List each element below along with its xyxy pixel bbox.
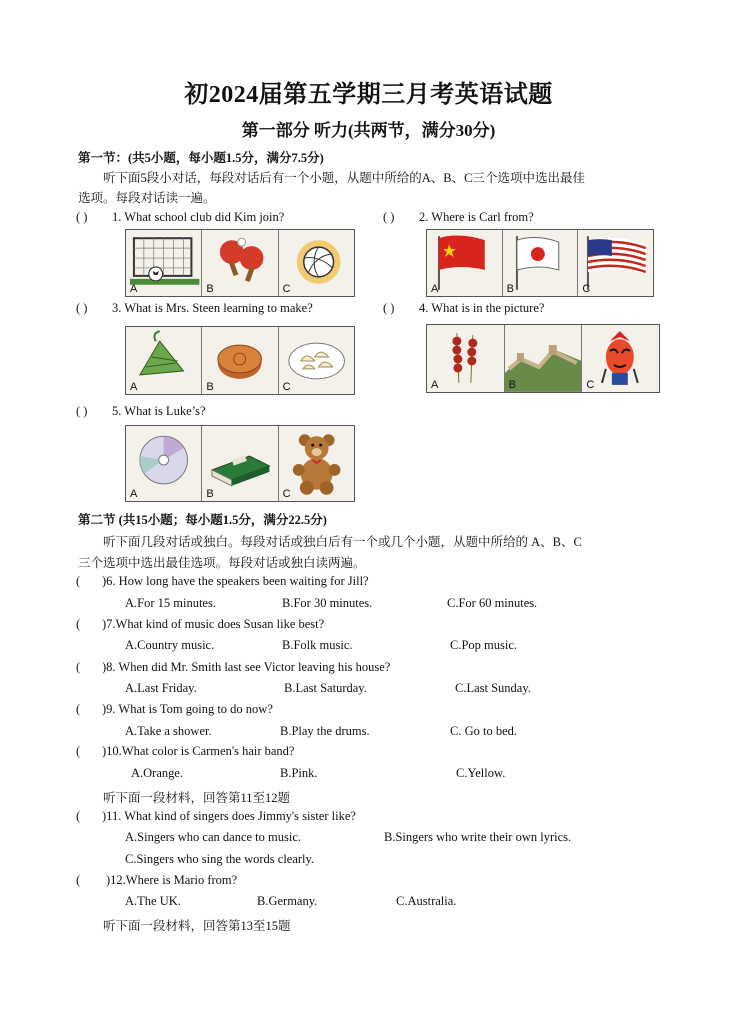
option-a[interactable]: A.For 15 minutes. — [125, 596, 216, 610]
question-2-pictures — [426, 229, 654, 297]
candied-haws-icon — [427, 325, 504, 392]
question-3: 3. What is Mrs. Steen learning to make? — [112, 301, 313, 315]
answer-blank[interactable]: ( — [76, 574, 99, 588]
question-6: )6. How long have the speakers been waiting for Jill? — [102, 574, 369, 588]
option-a-picture[interactable] — [126, 327, 202, 394]
answer-blank[interactable]: ( — [76, 660, 99, 674]
answer-blank[interactable]: ( — [76, 873, 103, 887]
section-two-instruction-cont: 三个选项中选出最佳选项。每段对话或独白读两遍。 — [78, 556, 366, 570]
option-a[interactable]: A.Take a shower. — [125, 724, 212, 738]
option-label: C — [582, 283, 591, 295]
option-c[interactable]: C.Singers who sing the words clearly. — [125, 852, 315, 866]
option-label: C — [282, 488, 291, 500]
option-c[interactable]: C.Last Sunday. — [455, 681, 531, 695]
option-b[interactable]: B.Pink. — [280, 766, 318, 780]
question-1-pictures — [125, 229, 355, 297]
answer-blank[interactable]: ( ) — [76, 404, 88, 418]
option-b[interactable]: B.Play the drums. — [280, 724, 370, 738]
option-c[interactable]: C.For 60 minutes. — [447, 596, 538, 610]
option-a[interactable]: A.The UK. — [125, 894, 181, 908]
option-b[interactable]: B.Last Saturday. — [284, 681, 367, 695]
option-a-picture[interactable] — [427, 230, 503, 296]
answer-blank[interactable]: ( ) — [76, 301, 88, 315]
listening-instruction-13-15: 听下面一段材料，回答第13至15题 — [103, 919, 291, 933]
option-b[interactable]: B.Singers who write their own lyrics. — [384, 830, 572, 844]
section-one-instruction-cont: 选项。每段对话读一遍。 — [78, 191, 216, 205]
question-5-pictures — [125, 425, 355, 502]
option-b[interactable]: B.For 30 minutes. — [282, 596, 373, 610]
question-9: )9. What is Tom going to do now? — [102, 702, 273, 716]
option-c[interactable]: C.Pop music. — [450, 638, 518, 652]
question-11: )11. What kind of singers does Jimmy's sister like? — [102, 809, 356, 823]
option-label: A — [130, 381, 138, 393]
question-8: )8. When did Mr. Smith last see Victor leaving his house? — [102, 660, 391, 674]
option-label: A — [431, 379, 439, 391]
section-two-heading: 第二节 (共15小题；每小题1.5分，满分22.5分) — [78, 513, 327, 527]
question-7: )7.What kind of music does Susan like best? — [102, 617, 325, 631]
option-label: B — [508, 379, 517, 391]
option-label: B — [206, 283, 214, 295]
question-4: 4. What is in the picture? — [419, 301, 545, 315]
option-c-picture[interactable] — [279, 426, 354, 501]
option-label: C — [282, 381, 291, 393]
option-label: A — [130, 488, 138, 500]
option-a-picture[interactable] — [126, 426, 202, 501]
option-c[interactable]: C.Australia. — [396, 894, 457, 908]
part-one-heading: 第一部分 听力(共两节，满分30分) — [241, 121, 496, 140]
option-b-picture[interactable] — [503, 230, 579, 296]
answer-blank[interactable]: ( — [76, 809, 99, 823]
section-two-instruction: 听下面几段对话或独白。每段对话或独白后有一个或几个小题，从题中所给的 A、B、C — [103, 535, 582, 549]
option-a[interactable]: A.Country music. — [125, 638, 215, 652]
option-a-picture[interactable] — [126, 230, 202, 296]
option-label: C — [586, 379, 595, 391]
option-label: C — [282, 283, 291, 295]
option-b[interactable]: B.Folk music. — [282, 638, 353, 652]
option-c-picture[interactable] — [582, 325, 659, 392]
option-label: B — [206, 488, 214, 500]
option-label: B — [506, 283, 515, 295]
question-1: 1. What school club did Kim join? — [112, 210, 285, 224]
great-wall-icon — [505, 325, 582, 392]
option-c[interactable]: C. Go to bed. — [450, 724, 518, 738]
option-a[interactable]: A.Orange. — [131, 766, 184, 780]
answer-blank[interactable]: ( — [76, 744, 99, 758]
section-one-instruction: 听下面5段小对话，每段对话后有一个小题，从题中所给的A、B、C三个选项中选出最佳 — [103, 171, 585, 185]
answer-blank[interactable]: ( ) — [76, 210, 88, 224]
option-c-picture[interactable] — [279, 327, 354, 394]
option-b-picture[interactable] — [202, 230, 278, 296]
question-4-pictures — [426, 324, 660, 393]
option-b-picture[interactable] — [202, 426, 278, 501]
question-5: 5. What is Luke’s? — [112, 404, 206, 418]
answer-blank[interactable]: ( ) — [383, 210, 395, 224]
listening-instruction-11-12: 听下面一段材料，回答第11至12题 — [103, 791, 291, 805]
section-one-heading: 第一节：(共5小题，每小题1.5分，满分7.5分) — [78, 151, 324, 165]
option-c[interactable]: C.Yellow. — [456, 766, 506, 780]
answer-blank[interactable]: ( ) — [383, 301, 395, 315]
question-2: 2. Where is Carl from? — [419, 210, 534, 224]
question-10: )10.What color is Carmen's hair band? — [102, 744, 295, 758]
question-3-pictures — [125, 326, 355, 395]
question-12: )12.Where is Mario from? — [106, 873, 238, 887]
option-label: A — [431, 283, 439, 295]
exam-title: 初2024届第五学期三月考英语试题 — [184, 82, 553, 108]
option-c-picture[interactable] — [578, 230, 653, 296]
option-a[interactable]: A.Last Friday. — [125, 681, 197, 695]
option-b[interactable]: B.Germany. — [257, 894, 318, 908]
option-label: A — [130, 283, 138, 295]
option-label: B — [206, 381, 214, 393]
option-a[interactable]: A.Singers who can dance to music. — [125, 830, 302, 844]
answer-blank[interactable]: ( — [76, 617, 99, 631]
option-b-picture[interactable] — [505, 325, 583, 392]
option-a-picture[interactable] — [427, 325, 505, 392]
answer-blank[interactable]: ( — [76, 702, 99, 716]
option-c-picture[interactable] — [279, 230, 354, 296]
option-b-picture[interactable] — [202, 327, 278, 394]
